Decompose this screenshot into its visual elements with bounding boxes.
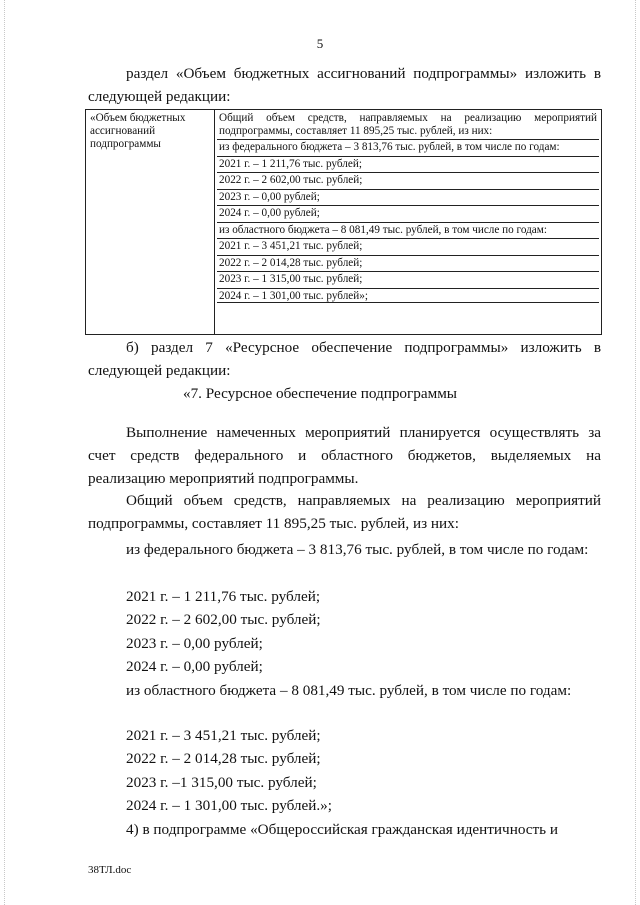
scan-edge-left bbox=[4, 0, 6, 905]
file-name-footer: 38ТЛ.doc bbox=[88, 864, 132, 876]
intro-paragraph: раздел «Объем бюджетных ассигнований подпрограммы» изложить в следующей редакции: bbox=[88, 65, 601, 105]
table-right-cell bbox=[217, 112, 599, 303]
table-row-federal-2022: 2022 г. – 2 602,00 тыс. рублей; bbox=[217, 172, 599, 187]
table-row-federal-2024: 2024 г. – 0,00 рублей; bbox=[217, 205, 599, 220]
regional-year-2024: 2024 г. – 1 301,00 тыс. рублей.»; bbox=[126, 797, 332, 814]
federal-year-2024: 2024 г. – 0,00 рублей; bbox=[126, 658, 263, 675]
table-column-divider bbox=[214, 110, 215, 334]
table-row-regional-2023: 2023 г. – 1 315,00 тыс. рублей; bbox=[217, 271, 599, 286]
federal-year-2021: 2021 г. – 1 211,76 тыс. рублей; bbox=[126, 588, 321, 605]
table-row-federal: из федерального бюджета – 3 813,76 тыс. рублей, в том числе по годам: bbox=[217, 139, 599, 154]
table-row-regional-2021: 2021 г. – 3 451,21 тыс. рублей; bbox=[217, 238, 599, 253]
paragraph-regional-budget: из областного бюджета – 8 081,49 тыс. рублей, в том числе по годам: bbox=[126, 682, 572, 699]
regional-year-2023: 2023 г. –1 315,00 тыс. рублей; bbox=[126, 774, 317, 791]
scan-edge-right bbox=[635, 0, 637, 905]
table-left-cell: «Объем бюджетных ассигнований подпрограммы bbox=[90, 112, 186, 150]
item-b-paragraph: б) раздел 7 «Ресурсное обеспечение подпрограммы» изложить в следующей редакции: bbox=[88, 339, 601, 379]
table-row-regional-2024: 2024 г. – 1 301,00 тыс. рублей»; bbox=[217, 288, 599, 304]
regional-year-2022: 2022 г. – 2 014,28 тыс. рублей; bbox=[126, 750, 321, 767]
section-heading: «7. Ресурсное обеспечение подпрограммы bbox=[182, 385, 458, 402]
page-number: 5 bbox=[316, 36, 324, 51]
paragraph-total-volume: Общий объем средств, направляемых на реализацию мероприятий подпрограммы, составляет 11 895,25 тыс. рублей, из них: bbox=[88, 492, 601, 532]
table-row-federal-2021: 2021 г. – 1 211,76 тыс. рублей; bbox=[217, 156, 599, 171]
table-row-regional: из областного бюджета – 8 081,49 тыс. рублей, в том числе по годам: bbox=[217, 222, 599, 237]
regional-year-2021: 2021 г. – 3 451,21 тыс. рублей; bbox=[126, 727, 321, 744]
item-4-paragraph: 4) в подпрограмме «Общероссийская гражданская идентичность и bbox=[126, 821, 559, 838]
table-row-total: Общий объем средств, направляемых на реализацию мероприятий подпрограммы, составляет 11 895,25 тыс. рублей, из них: bbox=[219, 112, 597, 137]
table-row-federal-2023: 2023 г. – 0,00 рублей; bbox=[217, 189, 599, 204]
federal-year-2023: 2023 г. – 0,00 рублей; bbox=[126, 635, 263, 652]
paragraph-implementation: Выполнение намеченных мероприятий планируется осуществлять за счет средств федерального и областного бюджетов, выделяемых на реализацию мероприятий подпрограммы. bbox=[88, 424, 601, 487]
paragraph-federal-budget: из федерального бюджета – 3 813,76 тыс. рублей, в том числе по годам: bbox=[126, 541, 589, 558]
table-row-regional-2022: 2022 г. – 2 014,28 тыс. рублей; bbox=[217, 255, 599, 270]
budget-table bbox=[85, 109, 602, 335]
federal-year-2022: 2022 г. – 2 602,00 тыс. рублей; bbox=[126, 611, 321, 628]
